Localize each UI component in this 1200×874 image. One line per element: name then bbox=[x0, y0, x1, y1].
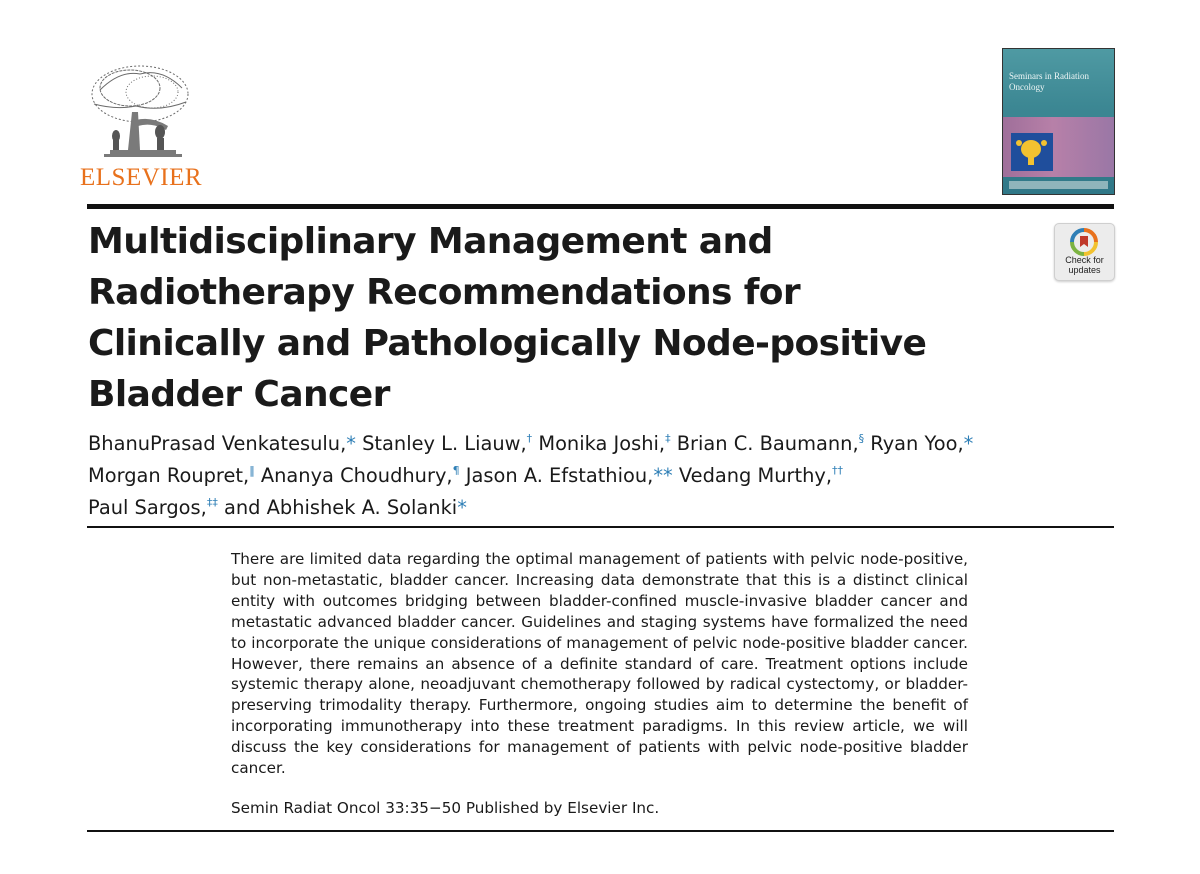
affiliation-mark[interactable]: * bbox=[457, 496, 467, 519]
cover-journal-title: Seminars in Radiation Oncology bbox=[1009, 71, 1089, 92]
affiliation-mark[interactable]: ‡ bbox=[665, 432, 671, 445]
affiliation-mark[interactable]: § bbox=[858, 432, 865, 445]
author[interactable]: Ananya Choudhury,¶ bbox=[260, 464, 460, 487]
affiliation-mark[interactable]: †† bbox=[832, 464, 844, 477]
bladder-illustration-icon bbox=[1011, 133, 1053, 171]
affiliation-mark[interactable]: * bbox=[346, 432, 356, 455]
bottom-rule bbox=[87, 830, 1114, 832]
crossmark-icon bbox=[1070, 228, 1098, 256]
author[interactable]: BhanuPrasad Venkatesulu,* bbox=[88, 432, 356, 455]
citation-line: Semin Radiat Oncol 33:35−50 Published by Elsevier Inc. bbox=[231, 799, 660, 817]
author[interactable]: Vedang Murthy,†† bbox=[678, 464, 844, 487]
top-rule bbox=[87, 204, 1114, 209]
publisher-name[interactable]: ELSEVIER bbox=[80, 164, 203, 191]
article-title: Multidisciplinary Management and Radiotherapy Recommendations for Clinically and Pathologically Node-positive Bladder Cancer bbox=[88, 221, 927, 415]
affiliation-mark[interactable]: ** bbox=[653, 464, 673, 487]
author[interactable]: Jason A. Efstathiou,** bbox=[465, 464, 673, 487]
author[interactable]: and Abhishek A. Solanki* bbox=[223, 496, 467, 519]
cover-editor-line bbox=[1009, 96, 1010, 101]
cover-topic bbox=[1063, 149, 1064, 155]
affiliation-mark[interactable]: ¶ bbox=[452, 464, 460, 477]
author[interactable]: Paul Sargos,‡‡ bbox=[88, 496, 218, 519]
mid-rule bbox=[87, 526, 1114, 528]
author[interactable]: Stanley L. Liauw,† bbox=[362, 432, 533, 455]
cover-footer-bar bbox=[1009, 181, 1108, 189]
check-for-updates-button[interactable] bbox=[1054, 223, 1115, 281]
affiliation-mark[interactable]: ‡‡ bbox=[206, 496, 218, 509]
author[interactable]: Monika Joshi,‡ bbox=[538, 432, 671, 455]
author[interactable]: Ryan Yoo,* bbox=[870, 432, 974, 455]
affiliation-mark[interactable]: ‖ bbox=[249, 464, 255, 477]
abstract-text: There are limited data regarding the optimal management of patients with pelvic node-positive, but non-metastatic, bladder cancer. Increasing data demonstrate that this is a distinct clinical entity with outcomes bridging between bladder-confined muscle-invasive bladder cancer and metastatic advanced bladder cancer. Guidelines and staging systems have formalized the need to incorporate the unique considerations of management of pelvic node-positive bladder cancer. However, there remains an absence of a definite standard of care. Treatment options include systemic therapy alone, neoadjuvant chemotherapy followed by radical cystectomy, or bladder-preserving trimodality therapy. Furthermore, ongoing studies aim to determine the benefit of incorporating immunotherapy into these treatment paradigms. In this review article, we will discuss the key considerations for management of patients with pelvic node-positive bladder cancer. bbox=[231, 550, 968, 778]
affiliation-mark[interactable]: † bbox=[526, 432, 533, 445]
cover-illustration bbox=[1011, 133, 1053, 171]
author[interactable]: Brian C. Baumann,§ bbox=[676, 432, 865, 455]
author[interactable]: Morgan Roupret,‖ bbox=[88, 464, 255, 487]
check-for-updates-label: Check for updates bbox=[1065, 255, 1104, 275]
elsevier-tree-icon bbox=[80, 60, 200, 160]
affiliation-mark[interactable]: * bbox=[963, 432, 974, 455]
author-list bbox=[88, 425, 1118, 521]
journal-cover-thumbnail[interactable] bbox=[1003, 49, 1114, 194]
